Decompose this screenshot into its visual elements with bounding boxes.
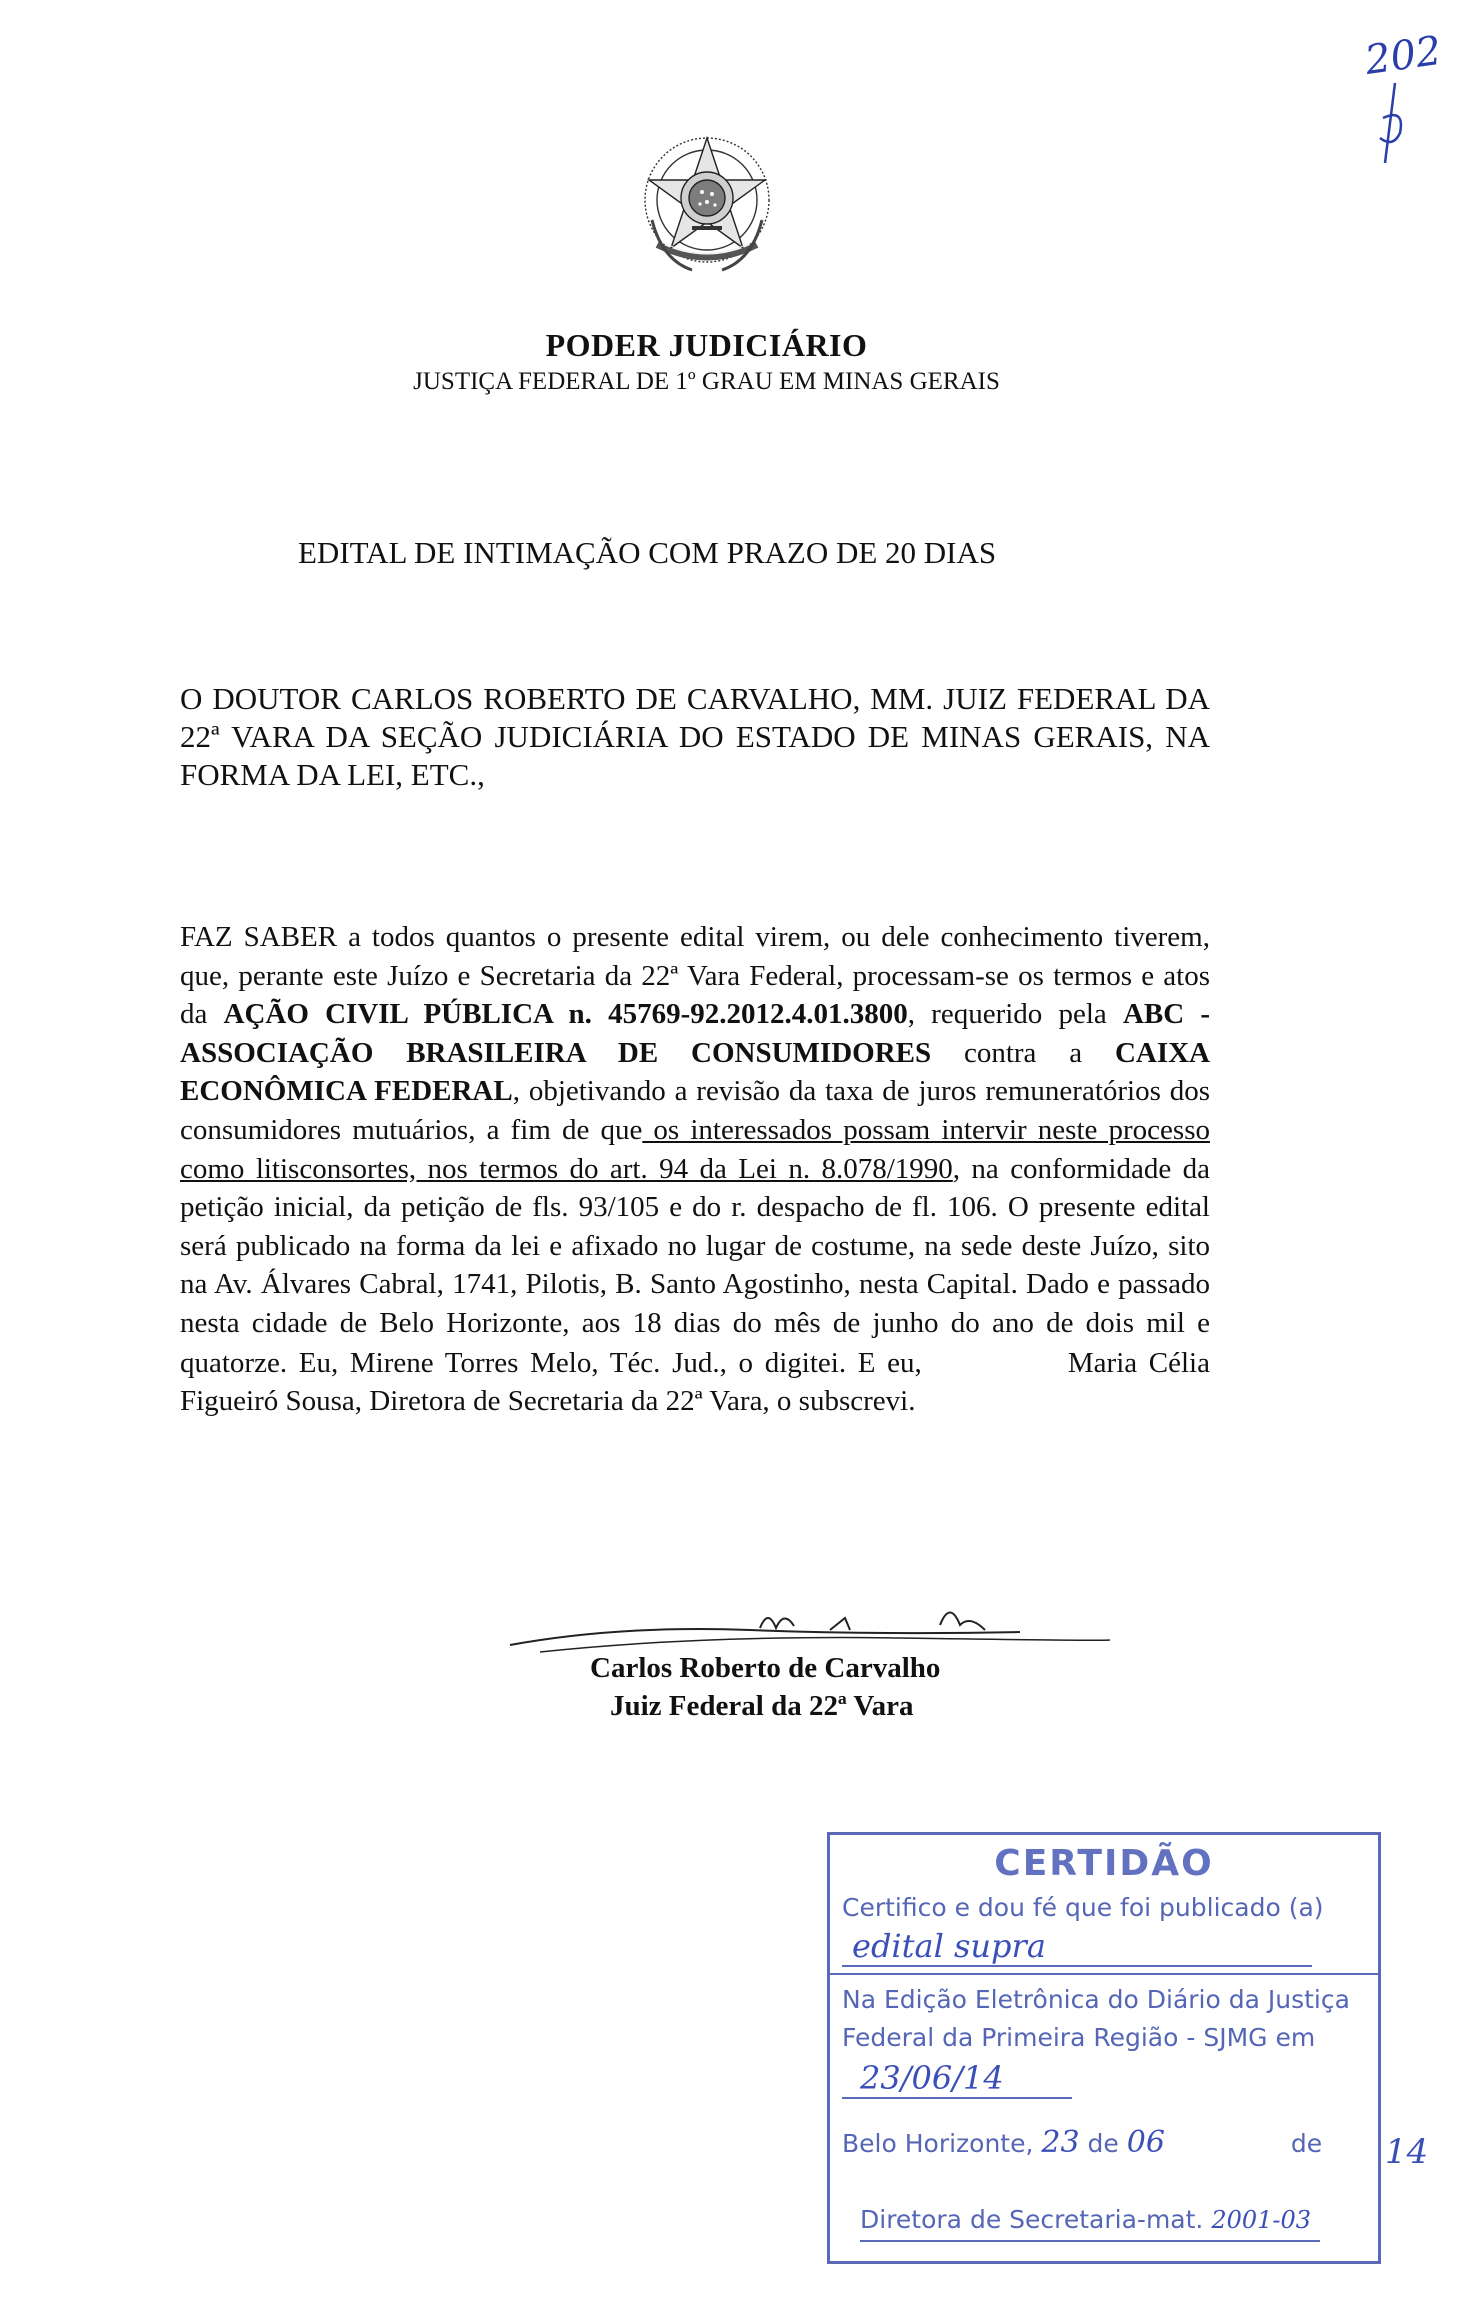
action-type: AÇÃO CIVIL PÚBLICA n. 45769-92.2012.4.01.3800: [223, 998, 908, 1031]
stamp-director: Diretora de Secretaria-mat.: [860, 2205, 1204, 2234]
page-number-text: 202: [1362, 27, 1445, 85]
stamp-city: Belo Horizonte,: [842, 2129, 1034, 2158]
handwritten-page-number: [1362, 27, 1455, 192]
body-text-5: , na conformidade da petição inicial, da petição de fls. 93/105 e do r. despacho de fl. 106. O presente edital será publicado na forma da lei e afixado no lugar de costume, na sede deste Juízo, sito na Av. Álvares Cabral, 1741, Pilotis, B. Santo Agostinho, nesta Capital. Dado e passado nesta cidade de Belo Horizonte, aos 18 dias do mês de junho do ano de dois mil e quatorze. Eu, Mirene Torres Melo, Téc. Jud., o digitei. E eu,: [180, 1152, 1210, 1379]
body-text-4: , objetivando a revisão da taxa de juros remuneratórios dos consumidores mutuários, a fim de que: [180, 1075, 1211, 1146]
stamp-de-2: de: [1290, 2129, 1323, 2158]
plaintiff-name: ABC - ASSOCIAÇÃO BRASILEIRA DE CONSUMIDORES: [180, 998, 1210, 1069]
initials-signature: [933, 1345, 1056, 1379]
stamp-line-2: Na Edição Eletrônica do Diário da Justiça: [842, 1985, 1350, 2014]
stamp-underline-mat: [860, 2240, 1320, 2242]
stamp-title: CERTIDÃO: [994, 1843, 1214, 1884]
judge-introduction: O DOUTOR CARLOS ROBERTO DE CARVALHO, MM. JUIZ FEDERAL DA 22ª VARA DA SEÇÃO JUDICIÁRIA DO ESTADO DE MINAS GERAIS, NA FORMA DA LEI, ETC.,: [180, 681, 1210, 792]
body-text-2: , requerido pela: [907, 998, 1123, 1031]
stamp-line-1: Certifico e dou fé que foi publicado (a): [842, 1893, 1324, 1922]
handwritten-item: edital supra: [852, 1927, 1046, 1965]
underlined-clause: os interessados possam intervir neste processo como litisconsortes, nos termos do art. 94 da Lei n. 8.078/1990: [180, 1113, 1210, 1185]
handwritten-month: 06: [1126, 2125, 1165, 2160]
document-header: [0, 325, 1413, 399]
stamp-underline-date: [842, 2097, 1072, 2099]
signer-role: Juiz Federal da 22ª Vara: [610, 1690, 914, 1722]
signature-block: [500, 1580, 1120, 1740]
brazil-coat-of-arms-icon: [622, 120, 792, 290]
stamp-underline: [842, 1965, 1312, 1967]
body-paragraph: [180, 918, 1210, 1421]
body-text-3: contra a: [931, 1036, 1115, 1069]
signature-scribble-icon: [500, 1580, 1120, 1660]
body-text-1: FAZ SABER a todos quantos o presente edital virem, ou dele conhecimento tiverem, que, perante este Juízo e Secretaria da 22ª Vara Federal, processam-se os termos e atos da: [180, 921, 1210, 1031]
stamp-line-5: [860, 2205, 1311, 2234]
handwritten-day: 23: [1041, 2125, 1080, 2160]
edital-title: EDITAL DE INTIMAÇÃO COM PRAZO DE 20 DIAS: [298, 535, 997, 570]
stamp-de-1: de: [1087, 2129, 1119, 2158]
stamp-divider: [830, 1973, 1378, 1975]
signer-name: Carlos Roberto de Carvalho: [590, 1652, 941, 1684]
initial-mark-icon: [1365, 78, 1425, 168]
handwritten-date: 23/06/14: [860, 2059, 1004, 2097]
body-text-6: Maria Célia Figueiró Sousa, Diretora de Secretaria da 22ª Vara, o subscrevi.: [180, 1346, 1210, 1418]
stamp-line-4: [842, 2125, 1322, 2160]
certidao-stamp: [827, 1832, 1381, 2264]
defendant-name: CAIXA ECONÔMICA FEDERAL: [180, 1036, 1210, 1108]
header-title: PODER JUDICIÁRIO: [545, 327, 868, 363]
header-subtitle: JUSTIÇA FEDERAL DE 1º GRAU EM MINAS GERAIS: [413, 368, 1000, 395]
stamp-line-3: Federal da Primeira Região - SJMG em: [842, 2023, 1316, 2052]
handwritten-mat: 2001-03: [1211, 2206, 1312, 2234]
handwritten-year: 14: [1385, 2132, 1429, 2172]
